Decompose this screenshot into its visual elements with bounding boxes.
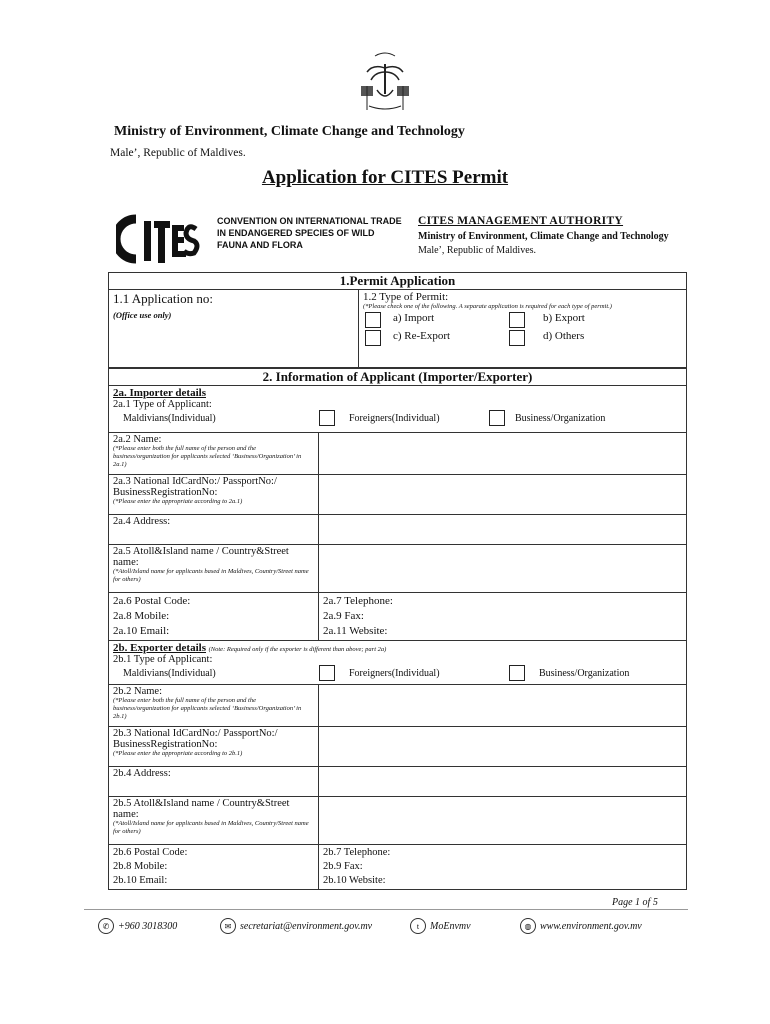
exporter-atoll-note: (*Atoll/Island name for applicants based in Maldives, Country/Street name for others) <box>113 820 309 835</box>
importer-email-label[interactable]: 2a.10 Email: <box>113 625 170 637</box>
importer-fax-label[interactable]: 2a.9 Fax: <box>323 610 364 622</box>
export-label: b) Export <box>543 312 585 324</box>
authority-title: CITES MANAGEMENT AUTHORITY <box>418 215 624 227</box>
permit-type-cell <box>359 290 687 368</box>
exporter-name-note: (*Please enter both the full name of the person and the business/organization for applicants selected ‘Business/Organization’ in 2b.1) <box>113 697 302 720</box>
exporter-postal-label[interactable]: 2b.6 Postal Code: <box>113 847 188 858</box>
exporter-name-label: 2b.2 Name: <box>113 686 162 697</box>
exporter-business-label: Business/Organization <box>539 668 630 679</box>
importer-name-note: (*Please enter both the full name of the person and the business/organization for applicants selected ‘Business/Organization’ in 2a.1) <box>113 445 302 468</box>
importer-telephone-label[interactable]: 2a.7 Telephone: <box>323 595 393 607</box>
convention-name: CONVENTION ON INTERNATIONAL TRADE IN ENDANGERED SPECIES OF WILD FAUNA AND FLORA <box>217 216 402 250</box>
footer-twitter-text[interactable]: MoEnvmv <box>430 920 471 932</box>
importer-maldivian-checkbox[interactable] <box>319 410 335 426</box>
exporter-telephone-label[interactable]: 2b.7 Telephone: <box>323 847 391 858</box>
importer-details-heading: 2a. Importer details <box>113 387 206 399</box>
footer-twitter <box>410 918 471 934</box>
exporter-id-note: (*Please enter the appropriate according to 2b.1) <box>113 750 243 757</box>
importer-postal-label[interactable]: 2a.6 Postal Code: <box>113 595 191 607</box>
others-label: d) Others <box>543 330 585 342</box>
footer-phone-text[interactable]: +960 3018300 <box>118 920 178 932</box>
importer-mobile-label[interactable]: 2a.8 Mobile: <box>113 610 170 622</box>
exporter-website-label[interactable]: 2b.10 Website: <box>323 875 386 886</box>
exporter-id-label: 2b.3 National IdCardNo:/ PassportNo:/ BusinessRegistrationNo: <box>113 728 278 750</box>
others-checkbox[interactable] <box>509 330 525 346</box>
email-icon: ✉ <box>220 918 236 934</box>
exporter-details-note: (Note: Required only if the exporter is different than above; part 2a) <box>208 646 387 653</box>
footer-email-text[interactable]: secretariat@environment.gov.mv <box>240 920 373 932</box>
exporter-email-label[interactable]: 2b.10 Email: <box>113 875 168 886</box>
twitter-icon: t <box>410 918 426 934</box>
importer-address-field[interactable] <box>319 515 687 545</box>
importer-id-note: (*Please enter the appropriate according to 2a.1) <box>113 498 243 505</box>
exporter-type-cell <box>109 641 687 685</box>
importer-address-label: 2a.4 Address: <box>113 516 171 527</box>
importer-type-cell <box>109 386 687 433</box>
footer-divider <box>84 909 688 910</box>
ministry-name: Ministry of Environment, Climate Change and Technology <box>114 124 465 139</box>
page-title: Application for CITES Permit <box>261 167 509 188</box>
permit-application-table <box>108 272 687 368</box>
maldives-emblem <box>355 50 415 112</box>
exporter-atoll-field[interactable] <box>319 797 687 845</box>
reexport-label: c) Re-Export <box>393 330 451 342</box>
exporter-maldivian-checkbox[interactable] <box>319 665 335 681</box>
section-2-heading: 2. Information of Applicant (Importer/Exporter) <box>109 369 687 386</box>
authority-location: Male’, Republic of Maldives. <box>418 245 537 256</box>
office-use-note: (Office use only) <box>113 310 172 320</box>
application-no-label: 1.1 Application no: <box>113 291 214 306</box>
importer-foreigner-label: Foreigners(Individual) <box>349 413 440 424</box>
exporter-mobile-label[interactable]: 2b.8 Mobile: <box>113 861 168 872</box>
section-1-heading: 1.Permit Application <box>109 273 687 290</box>
applicant-info-table <box>108 368 687 890</box>
exporter-name-field[interactable] <box>319 685 687 727</box>
footer-web <box>520 918 642 934</box>
exporter-fax-label[interactable]: 2b.9 Fax: <box>323 861 363 872</box>
exporter-details-heading: 2b. Exporter details <box>113 642 206 654</box>
permit-type-note: (*Please check one of the following. A separate application is required for each type of permit.) <box>363 303 612 310</box>
exporter-atoll-label: 2b.5 Atoll&Island name / Country&Street name: <box>113 798 290 820</box>
ministry-location: Male’, Republic of Maldives. <box>110 147 246 159</box>
importer-atoll-field[interactable] <box>319 545 687 593</box>
authority-ministry: Ministry of Environment, Climate Change and Technology <box>418 231 669 242</box>
exporter-id-field[interactable] <box>319 727 687 767</box>
exporter-type-label: 2b.1 Type of Applicant: <box>113 654 213 665</box>
export-checkbox[interactable] <box>509 312 525 328</box>
import-checkbox[interactable] <box>365 312 381 328</box>
exporter-foreigner-checkbox[interactable] <box>509 665 525 681</box>
importer-type-label: 2a.1 Type of Applicant: <box>113 399 212 410</box>
reexport-checkbox[interactable] <box>365 330 381 346</box>
footer-web-text[interactable]: www.environment.gov.mv <box>540 920 642 932</box>
importer-maldivian-label: Maldivians(Individual) <box>123 413 216 424</box>
importer-id-field[interactable] <box>319 475 687 515</box>
application-no-cell[interactable] <box>109 290 359 368</box>
permit-type-label: 1.2 Type of Permit: <box>363 291 449 303</box>
cites-logo <box>116 213 201 268</box>
importer-business-label: Business/Organization <box>515 413 606 424</box>
footer-phone <box>98 918 177 934</box>
importer-website-label[interactable]: 2a.11 Website: <box>323 625 388 637</box>
importer-name-field[interactable] <box>319 433 687 475</box>
exporter-address-field[interactable] <box>319 767 687 797</box>
phone-icon: ✆ <box>98 918 114 934</box>
exporter-foreigner-label: Foreigners(Individual) <box>349 668 440 679</box>
importer-id-label: 2a.3 National IdCardNo:/ PassportNo:/ BusinessRegistrationNo: <box>113 476 277 498</box>
import-label: a) Import <box>393 312 435 324</box>
importer-name-label: 2a.2 Name: <box>113 434 162 445</box>
exporter-maldivian-label: Maldivians(Individual) <box>123 668 216 679</box>
footer-email <box>220 918 372 934</box>
importer-atoll-label: 2a.5 Atoll&Island name / Country&Street name: <box>113 546 289 568</box>
importer-atoll-note: (*Atoll/Island name for applicants based in Maldives, Country/Street name for others) <box>113 568 309 583</box>
exporter-address-label: 2b.4 Address: <box>113 768 171 779</box>
globe-icon: ◍ <box>520 918 536 934</box>
page-number: Page 1 of 5 <box>612 897 658 908</box>
importer-foreigner-checkbox[interactable] <box>489 410 505 426</box>
